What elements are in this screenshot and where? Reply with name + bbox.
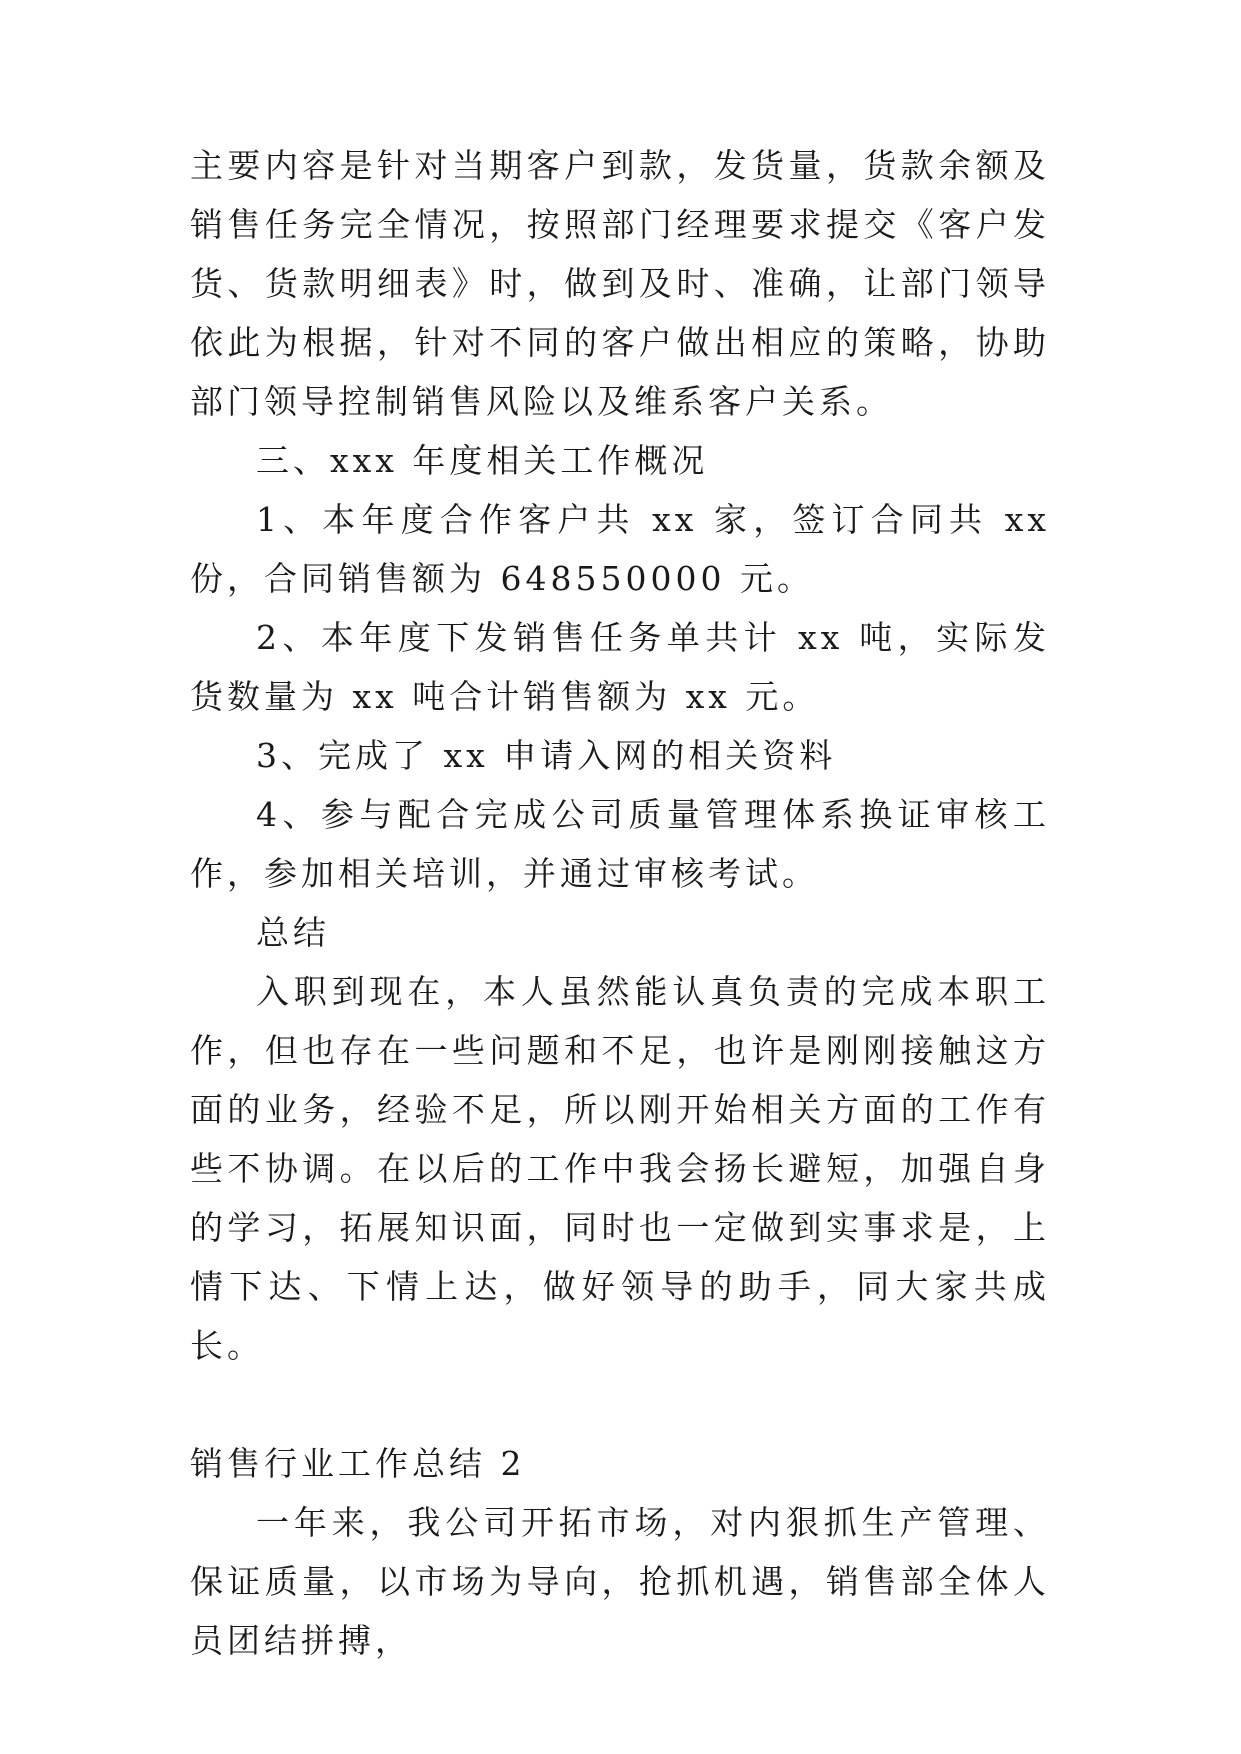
list-item-2: 2、本年度下发销售任务单共计 xx 吨，实际发货数量为 xx 吨合计销售额为 xx 元。 [190,618,1050,716]
section-heading-summary: 总结 [256,913,330,952]
paragraph-summary: 入职到现在，本人虽然能认真负责的完成本职工作，但也存在一些问题和不足，也许是刚刚接触这方面的业务，经验不足，所以刚开始相关方面的工作有些不协调。在以后的工作中我会扬长避短，加强自身的学习，拓展知识面，同时也一定做到实事求是，上情下达、下情上达，做好领导的助手，同大家共成长。 [190,972,1050,1365]
document-body [190,136,1050,1670]
list-item-1: 1、本年度合作客户共 xx 家，签订合同共 xx 份，合同销售额为 648550000 元。 [190,500,1050,598]
paragraph-customer-report: 主要内容是针对当期客户到款，发货量，货款余额及销售任务完全情况，按照部门经理要求提交《客户发货、货款明细表》时，做到及时、准确，让部门领导依此为根据，针对不同的客户做出相应的策略，协助部门领导控制销售风险以及维系客户关系。 [190,146,1050,421]
list-item-4: 4、参与配合完成公司质量管理体系换证审核工作，参加相关培训，并通过审核考试。 [190,795,1050,893]
paragraph-year-review: 一年来，我公司开拓市场，对内狠抓生产管理、保证质量，以市场为导向，抢抓机遇，销售部全体人员团结拼搏， [190,1503,1050,1660]
list-item-3: 3、完成了 xx 申请入网的相关资料 [256,736,837,775]
article-title-2: 销售行业工作总结 2 [190,1444,526,1483]
section-heading-annual-overview: 三、xxx 年度相关工作概况 [256,441,709,480]
blank-line [190,1375,1050,1434]
